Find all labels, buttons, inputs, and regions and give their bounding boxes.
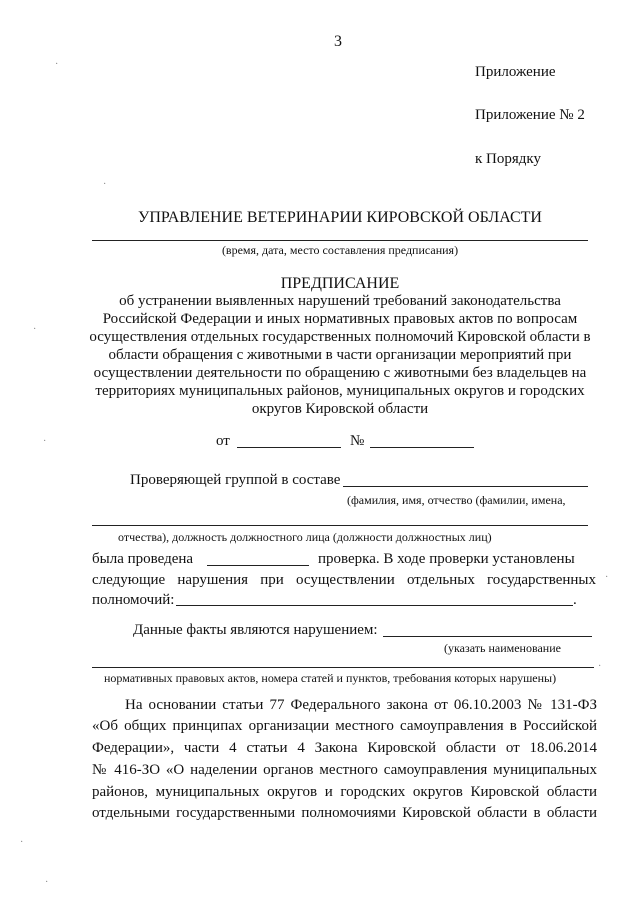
violation-hint-continued: нормативных правовых актов, номера статей и пунктов, требования которых нарушены): [104, 671, 557, 685]
subtitle-line: осуществления отдельных государственных полномочий Кировской области в: [89, 329, 591, 345]
subtitle-line: территориях муниципальных районов, муниципальных округов и городских: [95, 383, 585, 399]
inspection-text-start: была проведена: [92, 551, 194, 567]
group-field[interactable]: [343, 486, 588, 487]
document-title: ПРЕДПИСАНИЕ: [280, 275, 400, 292]
basis-line: На основании статьи 77 Федерального закона от 06.10.2003 № 131-ФЗ: [125, 697, 597, 713]
basis-line: Федерации», части 4 статьи 4 Закона Кировской области от 18.06.2014: [92, 740, 597, 756]
violations-field[interactable]: [176, 605, 573, 606]
inspection-type-field[interactable]: [207, 565, 309, 566]
date-field[interactable]: [237, 447, 341, 448]
scan-speck: ·: [598, 661, 602, 672]
violation-field[interactable]: [383, 636, 592, 637]
appendix-procedure: к Порядку: [475, 151, 541, 167]
scan-speck: ·: [55, 59, 59, 70]
violations-field-end: .: [573, 592, 577, 608]
group-label: Проверяющей группой в составе: [130, 472, 341, 488]
basis-line: районов, муниципальных округов и городских округов Кировской области: [92, 784, 597, 800]
group-hint: (фамилия, имя, отчество (фамилии, имена,: [347, 493, 566, 507]
place-hint: (время, дата, место составления предписания): [221, 243, 459, 257]
scan-speck: ·: [45, 877, 49, 888]
scan-speck: ·: [43, 436, 47, 447]
scan-speck: ·: [33, 324, 37, 335]
place-line[interactable]: [92, 240, 588, 241]
subtitle-line: области обращения с животными в части организации мероприятий при: [108, 347, 572, 363]
authority-heading: УПРАВЛЕНИЕ ВЕТЕРИНАРИИ КИРОВСКОЙ ОБЛАСТИ: [138, 209, 542, 226]
date-label: от: [216, 433, 230, 449]
scan-speck: ·: [20, 837, 24, 848]
subtitle-line: Российской Федерации и иных нормативных правовых актов по вопросам: [102, 311, 578, 327]
appendix-label: Приложение: [475, 64, 556, 80]
number-label: №: [350, 433, 365, 449]
appendix-number: Приложение № 2: [475, 107, 585, 123]
subtitle-line: округов Кировской области: [251, 401, 429, 417]
subtitle-line: осуществлении деятельности по обращению с животными без владельцев на: [93, 365, 587, 381]
violation-hint: (указать наименование: [444, 641, 561, 655]
inspection-text-line: следующие нарушения при осуществлении отдельных государственных: [92, 572, 596, 588]
number-field[interactable]: [370, 447, 474, 448]
group-field-continued[interactable]: [92, 525, 588, 526]
page-number: 3: [334, 33, 342, 50]
violation-label: Данные факты являются нарушением:: [133, 622, 378, 638]
group-hint-continued: отчества), должность должностного лица (должности должностных лиц): [118, 530, 492, 544]
basis-line: отдельными государственными полномочиями Кировской области в области: [92, 805, 597, 821]
scan-speck: ·: [103, 179, 107, 190]
inspection-text-end: проверка. В ходе проверки установлены: [318, 551, 575, 567]
basis-line: № 416-ЗО «О наделении органов местного самоуправления муниципальных: [92, 762, 597, 778]
scan-speck: ·: [605, 572, 609, 583]
powers-label: полномочий:: [92, 592, 175, 608]
subtitle-line: об устранении выявленных нарушений требований законодательства: [119, 293, 561, 309]
violation-field-continued[interactable]: [92, 667, 594, 668]
basis-line: «Об общих принципах организации местного самоуправления в Российской: [92, 718, 597, 734]
